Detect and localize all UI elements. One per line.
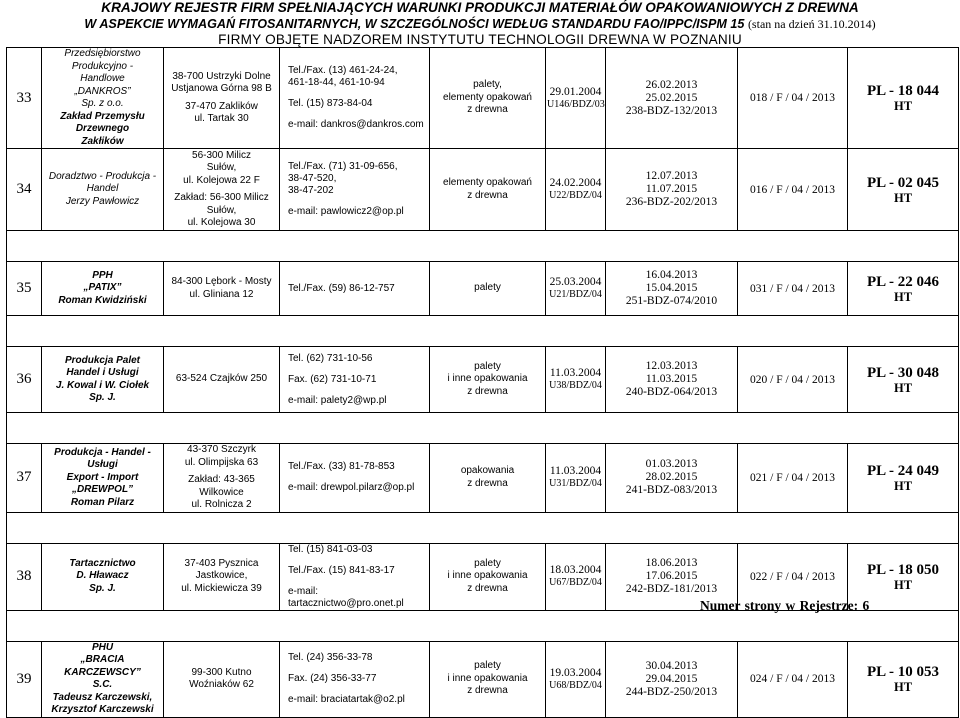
company-address-line: 63-524 Czajków 250	[175, 373, 268, 385]
ippc-mark-cell	[848, 48, 959, 149]
registration-date: 24.02.2004	[549, 177, 602, 189]
company-name-line: Handel	[86, 183, 119, 195]
company-address-line: Ustjanowa Górna 98 B	[171, 83, 272, 94]
registration-cell	[546, 641, 606, 717]
company-name-line: KARCZEWSCY”	[64, 666, 141, 678]
certificate-dates-line: 25.02.2015	[645, 91, 698, 104]
document-header	[0, 0, 960, 48]
company-contact-line: Tel./Fax. (59) 86-12-757	[288, 282, 395, 294]
separator-cell	[738, 231, 848, 262]
certificate-code: 024 / F / 04 / 2013	[738, 641, 848, 717]
spacer	[288, 197, 428, 206]
product-types	[430, 48, 546, 149]
company-name	[42, 149, 164, 231]
row-separator	[7, 512, 959, 543]
registration-cell	[546, 262, 606, 316]
separator-cell	[606, 316, 738, 347]
header-title-line1: KRAJOWY REJESTR FIRM SPEŁNIAJĄCYCH WARUNKI PRODUKCJI MATERIAŁÓW OPAKOWANIOWYCH Z DREWNA	[101, 0, 859, 15]
ippc-mark-number: PL - 10 053	[866, 664, 940, 680]
header-status-date: (stan na dzień 31.10.2014)	[747, 17, 876, 31]
row-separator	[7, 231, 959, 262]
certificate-dates	[606, 48, 738, 149]
separator-cell	[42, 413, 164, 444]
separator-cell	[546, 512, 606, 543]
treatment-code: HT	[893, 380, 913, 395]
company-name-line: „PATIX”	[83, 282, 122, 294]
separator-cell	[280, 316, 430, 347]
company-contact-line: Tel. (24) 356-33-78	[288, 652, 373, 663]
certificate-dates-line: 244-BDZ-250/2013	[625, 685, 718, 698]
separator-cell	[848, 231, 959, 262]
company-name-line: Doradztwo - Produkcja -	[48, 170, 157, 182]
header-title-line2	[0, 16, 960, 32]
certificate-dates-line: 29.04.2015	[645, 672, 698, 685]
certificate-dates-line: 238-BDZ-132/2013	[625, 104, 718, 117]
registration-cell	[546, 444, 606, 513]
separator-cell	[738, 413, 848, 444]
separator-cell	[7, 610, 42, 641]
ippc-mark-number: PL - 18 050	[866, 561, 940, 578]
certificate-code: 021 / F / 04 / 2013	[738, 444, 848, 513]
ippc-mark-number: PL - 02 045	[866, 174, 940, 191]
row-separator	[7, 316, 959, 347]
row-number: 33	[7, 48, 42, 149]
company-address-line: ul. Tartak 30	[194, 113, 249, 124]
company-contact	[280, 48, 430, 149]
registration-number: U31/BDZ/04	[549, 478, 602, 490]
header-title-line2-text: W ASPEKCIE WYMAGAŃ FITOSANITARNYCH, W SZCZEGÓLNOŚCI WEDŁUG STANDARDU FAO/IPPC/ISPM 15	[84, 17, 745, 31]
company-name-line: Drzewnego	[75, 123, 130, 134]
registration-cell	[546, 149, 606, 231]
registration-date: 29.01.2004	[549, 85, 602, 98]
certificate-code: 016 / F / 04 / 2013	[738, 149, 848, 231]
company-name-line: Zakład Przemysłu	[60, 110, 145, 122]
registration-cell	[546, 48, 606, 149]
separator-cell	[546, 610, 606, 641]
ippc-mark-number: PL - 30 048	[866, 364, 940, 381]
row-number: 34	[7, 149, 42, 231]
company-address-line: ul. Rolnicza 2	[191, 499, 252, 510]
company-contact-line: e-mail: dankros@dankros.com	[288, 119, 424, 130]
company-name-line: „BRACIA	[80, 654, 125, 665]
header-title-line3: FIRMY OBJĘTE NADZOREM INSTYTUTU TECHNOLOGII DREWNA W POZNANIU	[218, 32, 742, 47]
company-contact-line: Tel. (62) 731-10-56	[288, 352, 373, 364]
product-types-line: palety	[474, 557, 501, 569]
company-name-line: Roman Kwidziński	[58, 294, 147, 306]
product-types-line: i inne opakowania	[447, 373, 528, 385]
company-contact-line: e-mail: tartacznictwo@pro.onet.pl	[288, 585, 404, 609]
company-contact	[280, 444, 430, 513]
table-row	[7, 262, 959, 316]
separator-cell	[7, 231, 42, 262]
spacer	[288, 556, 428, 565]
certificate-dates	[606, 149, 738, 231]
company-name	[42, 543, 164, 610]
company-name-line: Sp. J.	[89, 392, 116, 403]
company-contact-line: 38-47-202	[288, 185, 334, 196]
company-address	[164, 262, 280, 316]
treatment-code: HT	[893, 190, 913, 205]
separator-cell	[164, 610, 280, 641]
company-address-line: ul. Kolejowa 22 F	[183, 174, 260, 186]
spacer	[288, 473, 428, 482]
product-types-line: i inne opakowania	[447, 570, 528, 582]
company-name-line: Roman Pilarz	[70, 496, 135, 508]
certificate-code: 022 / F / 04 / 2013	[738, 543, 848, 610]
company-contact-line: Tel. (15) 841-03-03	[288, 543, 373, 555]
registration-date: 11.03.2004	[549, 465, 602, 478]
company-contact-line: Tel./Fax. (13) 461-24-24,	[288, 65, 398, 76]
product-types-line: z drewna	[467, 104, 508, 116]
spacer	[288, 685, 428, 694]
certificate-dates	[606, 347, 738, 413]
company-name-line: Krzysztof Karczewski	[51, 704, 154, 715]
register-table	[6, 47, 959, 718]
company-contact	[280, 543, 430, 610]
certificate-dates	[606, 444, 738, 513]
certificate-dates-line: 15.04.2015	[645, 282, 698, 294]
spacer	[288, 89, 428, 98]
company-address-line: 84-300 Lębork - Mosty	[171, 276, 272, 287]
separator-cell	[164, 231, 280, 262]
separator-cell	[848, 413, 959, 444]
ippc-mark-number: PL - 22 046	[866, 273, 940, 290]
company-contact	[280, 641, 430, 717]
company-name-line: Produkcyjno -	[71, 60, 134, 72]
registration-date: 18.03.2004	[549, 564, 602, 576]
company-name-line: Sp. z o.o.	[81, 98, 124, 109]
registration-number: U67/BDZ/04	[549, 577, 602, 588]
ippc-mark-cell	[848, 444, 959, 513]
company-address-line: 37-403 Pysznica	[184, 557, 259, 569]
company-name-line: Handel i Usługi	[66, 367, 139, 378]
company-address-line: Sułów,	[206, 204, 237, 216]
certificate-dates	[606, 262, 738, 316]
separator-cell	[606, 413, 738, 444]
certificate-dates-line: 236-BDZ-202/2013	[625, 196, 718, 208]
row-number: 38	[7, 543, 42, 610]
registration-number: U68/BDZ/04	[549, 679, 602, 691]
table-row	[7, 444, 959, 513]
product-types-line: z drewna	[467, 385, 508, 397]
separator-cell	[430, 610, 546, 641]
registration-date: 25.03.2004	[549, 276, 602, 288]
certificate-dates-line: 28.02.2015	[645, 471, 698, 484]
table-row	[7, 48, 959, 149]
company-contact-line: Tel./Fax. (15) 841-83-17	[288, 564, 395, 576]
company-name	[42, 48, 164, 149]
company-name-line: PPH	[92, 269, 113, 281]
company-name-line: Tadeusz Karczewski,	[52, 691, 153, 703]
separator-cell	[546, 413, 606, 444]
product-types-line: elementy opakowań	[443, 177, 532, 188]
company-name	[42, 444, 164, 513]
page-number-label: Numer strony w Rejestrze:	[700, 598, 859, 613]
product-types-line: opakowania	[460, 465, 515, 477]
ippc-mark-number: PL - 18 044	[866, 83, 940, 99]
company-contact-line: Fax. (24) 356-33-77	[288, 673, 377, 684]
table-row	[7, 149, 959, 231]
row-number: 39	[7, 641, 42, 717]
row-number: 36	[7, 347, 42, 413]
certificate-dates	[606, 641, 738, 717]
company-address	[164, 641, 280, 717]
certificate-dates-line: 12.07.2013	[645, 170, 698, 182]
product-types-line: i inne opakowania	[447, 672, 528, 684]
company-address	[164, 543, 280, 610]
row-separator	[7, 413, 959, 444]
company-name-line: Zakłików	[81, 135, 124, 147]
product-types	[430, 262, 546, 316]
company-contact-line: Tel. (15) 873-84-04	[288, 98, 373, 109]
page-number-footer	[700, 598, 869, 614]
separator-cell	[42, 610, 164, 641]
separator-cell	[606, 512, 738, 543]
company-contact-line: e-mail: pawlowicz2@op.pl	[288, 206, 404, 217]
company-contact-line: e-mail: palety2@wp.pl	[288, 394, 387, 406]
company-contact	[280, 262, 430, 316]
company-address	[164, 149, 280, 231]
registration-number: U22/BDZ/04	[549, 190, 602, 201]
company-address-line: Zakład: 56-300 Milicz	[174, 192, 269, 203]
certificate-dates-line: 241-BDZ-083/2013	[625, 484, 718, 497]
row-number: 37	[7, 444, 42, 513]
certificate-code: 018 / F / 04 / 2013	[738, 48, 848, 149]
separator-cell	[7, 316, 42, 347]
company-address-line: 56-300 Milicz	[192, 149, 251, 161]
company-name-line: Handlowe	[80, 73, 125, 84]
certificate-code: 020 / F / 04 / 2013	[738, 347, 848, 413]
treatment-code: HT	[893, 577, 913, 592]
table-row	[7, 347, 959, 413]
separator-cell	[848, 512, 959, 543]
separator-cell	[738, 316, 848, 347]
certificate-code: 031 / F / 04 / 2013	[738, 262, 848, 316]
company-name-line: J. Kowal i W. Ciołek	[55, 379, 150, 391]
company-address-line: 37-470 Zaklików	[185, 100, 258, 112]
company-address	[164, 347, 280, 413]
product-types	[430, 444, 546, 513]
separator-cell	[280, 413, 430, 444]
treatment-code: HT	[893, 680, 913, 694]
separator-cell	[848, 610, 959, 641]
company-address	[164, 444, 280, 513]
company-name-line: S.C.	[92, 679, 113, 690]
product-types	[430, 149, 546, 231]
registration-number: U146/BDZ/03	[547, 98, 605, 110]
separator-cell	[546, 316, 606, 347]
company-name-line: Export - Import	[66, 471, 139, 483]
spacer	[288, 664, 428, 673]
company-address-line: Zakład: 43-365 Wilkowice	[188, 474, 255, 498]
row-number: 35	[7, 262, 42, 316]
company-name-line: PHU	[91, 641, 114, 653]
ippc-mark-cell	[848, 262, 959, 316]
company-name-line: Przedsiębiorstwo	[64, 48, 141, 59]
product-types-line: z drewna	[467, 685, 508, 697]
company-contact-line: Tel./Fax. (33) 81-78-853	[288, 461, 395, 473]
company-contact-line: Fax. (62) 731-10-71	[288, 373, 377, 385]
separator-cell	[42, 316, 164, 347]
company-address	[164, 48, 280, 149]
separator-cell	[164, 413, 280, 444]
separator-cell	[606, 610, 738, 641]
spacer	[288, 110, 428, 119]
certificate-dates-line: 01.03.2013	[645, 458, 698, 471]
page-number-value: 6	[862, 598, 870, 613]
company-address-line: 99-300 Kutno	[191, 666, 252, 678]
company-contact	[280, 149, 430, 231]
company-name-line: „DANKROS”	[74, 85, 131, 97]
separator-cell	[848, 316, 959, 347]
company-name-line: „DREWPOL”	[71, 484, 134, 495]
company-contact-line: e-mail: drewpol.pilarz@op.pl	[288, 482, 415, 494]
registration-cell	[546, 543, 606, 610]
company-name-line: Jerzy Pawłowicz	[65, 195, 140, 207]
separator-cell	[430, 413, 546, 444]
company-address-line: ul. Mickiewicza 39	[181, 582, 262, 594]
company-address-line: ul. Kolejowa 30	[187, 217, 256, 228]
certificate-dates-line: 26.02.2013	[645, 78, 698, 91]
separator-cell	[738, 512, 848, 543]
spacer	[288, 365, 428, 374]
separator-cell	[546, 231, 606, 262]
registration-date: 11.03.2004	[549, 367, 602, 379]
product-types-line: palety	[474, 660, 501, 672]
certificate-dates-line: 242-BDZ-181/2013	[625, 583, 718, 595]
registration-number: U38/BDZ/04	[549, 380, 602, 391]
separator-cell	[738, 610, 848, 641]
certificate-dates-line: 17.06.2015	[645, 570, 698, 582]
ippc-mark-cell	[848, 149, 959, 231]
certificate-dates-line: 16.04.2013	[645, 269, 698, 281]
treatment-code: HT	[893, 99, 913, 113]
company-contact-line: 461-18-44, 461-10-94	[288, 77, 385, 88]
separator-cell	[280, 610, 430, 641]
company-name-line: Usługi	[87, 459, 118, 470]
separator-cell	[164, 512, 280, 543]
ippc-mark-number: PL - 24 049	[866, 462, 940, 479]
company-contact-line: 38-47-520,	[288, 173, 337, 184]
registration-number: U21/BDZ/04	[549, 289, 602, 300]
treatment-code: HT	[893, 289, 913, 304]
product-types	[430, 641, 546, 717]
product-types	[430, 543, 546, 610]
separator-cell	[280, 512, 430, 543]
separator-cell	[164, 316, 280, 347]
company-name-line: D. Hławacz	[76, 570, 129, 582]
certificate-dates-line: 12.03.2013	[645, 360, 698, 372]
certificate-dates-line: 240-BDZ-064/2013	[625, 386, 718, 398]
separator-cell	[430, 512, 546, 543]
separator-cell	[42, 231, 164, 262]
product-types-line: z drewna	[467, 477, 508, 489]
company-address-line: ul. Gliniana 12	[189, 288, 254, 300]
company-contact	[280, 347, 430, 413]
company-name	[42, 262, 164, 316]
ippc-mark-cell	[848, 641, 959, 717]
product-types-line: palety,	[473, 79, 502, 91]
treatment-code: HT	[893, 478, 913, 493]
company-contact-line: Tel./Fax. (71) 31-09-656,	[288, 161, 398, 172]
separator-cell	[280, 231, 430, 262]
certificate-dates-line: 251-BDZ-074/2010	[625, 295, 718, 307]
separator-cell	[7, 413, 42, 444]
registration-date: 19.03.2004	[549, 666, 602, 679]
separator-cell	[42, 512, 164, 543]
certificate-dates-line: 11.07.2015	[645, 183, 698, 195]
separator-cell	[430, 231, 546, 262]
registration-cell	[546, 347, 606, 413]
ippc-mark-cell	[848, 347, 959, 413]
company-contact-line: e-mail: braciatartak@o2.pl	[288, 694, 405, 705]
company-name	[42, 641, 164, 717]
product-types	[430, 347, 546, 413]
company-name-line: Produkcja - Handel -	[54, 446, 151, 458]
row-separator	[7, 610, 959, 641]
company-address-line: 38-700 Ustrzyki Dolne	[172, 70, 271, 82]
certificate-dates-line: 18.06.2013	[645, 557, 698, 569]
product-types-line: palety	[474, 360, 501, 372]
product-types-line: z drewna	[467, 189, 508, 201]
company-address-line: Woźniaków 62	[189, 679, 254, 690]
separator-cell	[606, 231, 738, 262]
product-types-line: elementy opakowań	[443, 91, 532, 103]
company-name-line: Tartacznictwo	[69, 557, 136, 569]
company-address-line: ul. Olimpijska 63	[184, 456, 259, 468]
company-address-line: 43-370 Szczyrk	[187, 444, 256, 455]
separator-cell	[7, 512, 42, 543]
spacer	[288, 577, 428, 586]
product-types-line: z drewna	[467, 582, 508, 594]
certificate-dates-line: 30.04.2013	[645, 659, 698, 672]
table-row	[7, 641, 959, 717]
company-address-line: Sułów,	[206, 162, 237, 173]
separator-cell	[430, 316, 546, 347]
company-name-line: Produkcja Palet	[64, 354, 141, 366]
company-address-line: Jastkowice,	[195, 570, 248, 582]
certificate-dates-line: 11.03.2015	[645, 373, 698, 385]
product-types-line: palety	[474, 282, 501, 294]
company-name-line: Sp. J.	[89, 582, 116, 594]
company-name	[42, 347, 164, 413]
spacer	[288, 386, 428, 395]
